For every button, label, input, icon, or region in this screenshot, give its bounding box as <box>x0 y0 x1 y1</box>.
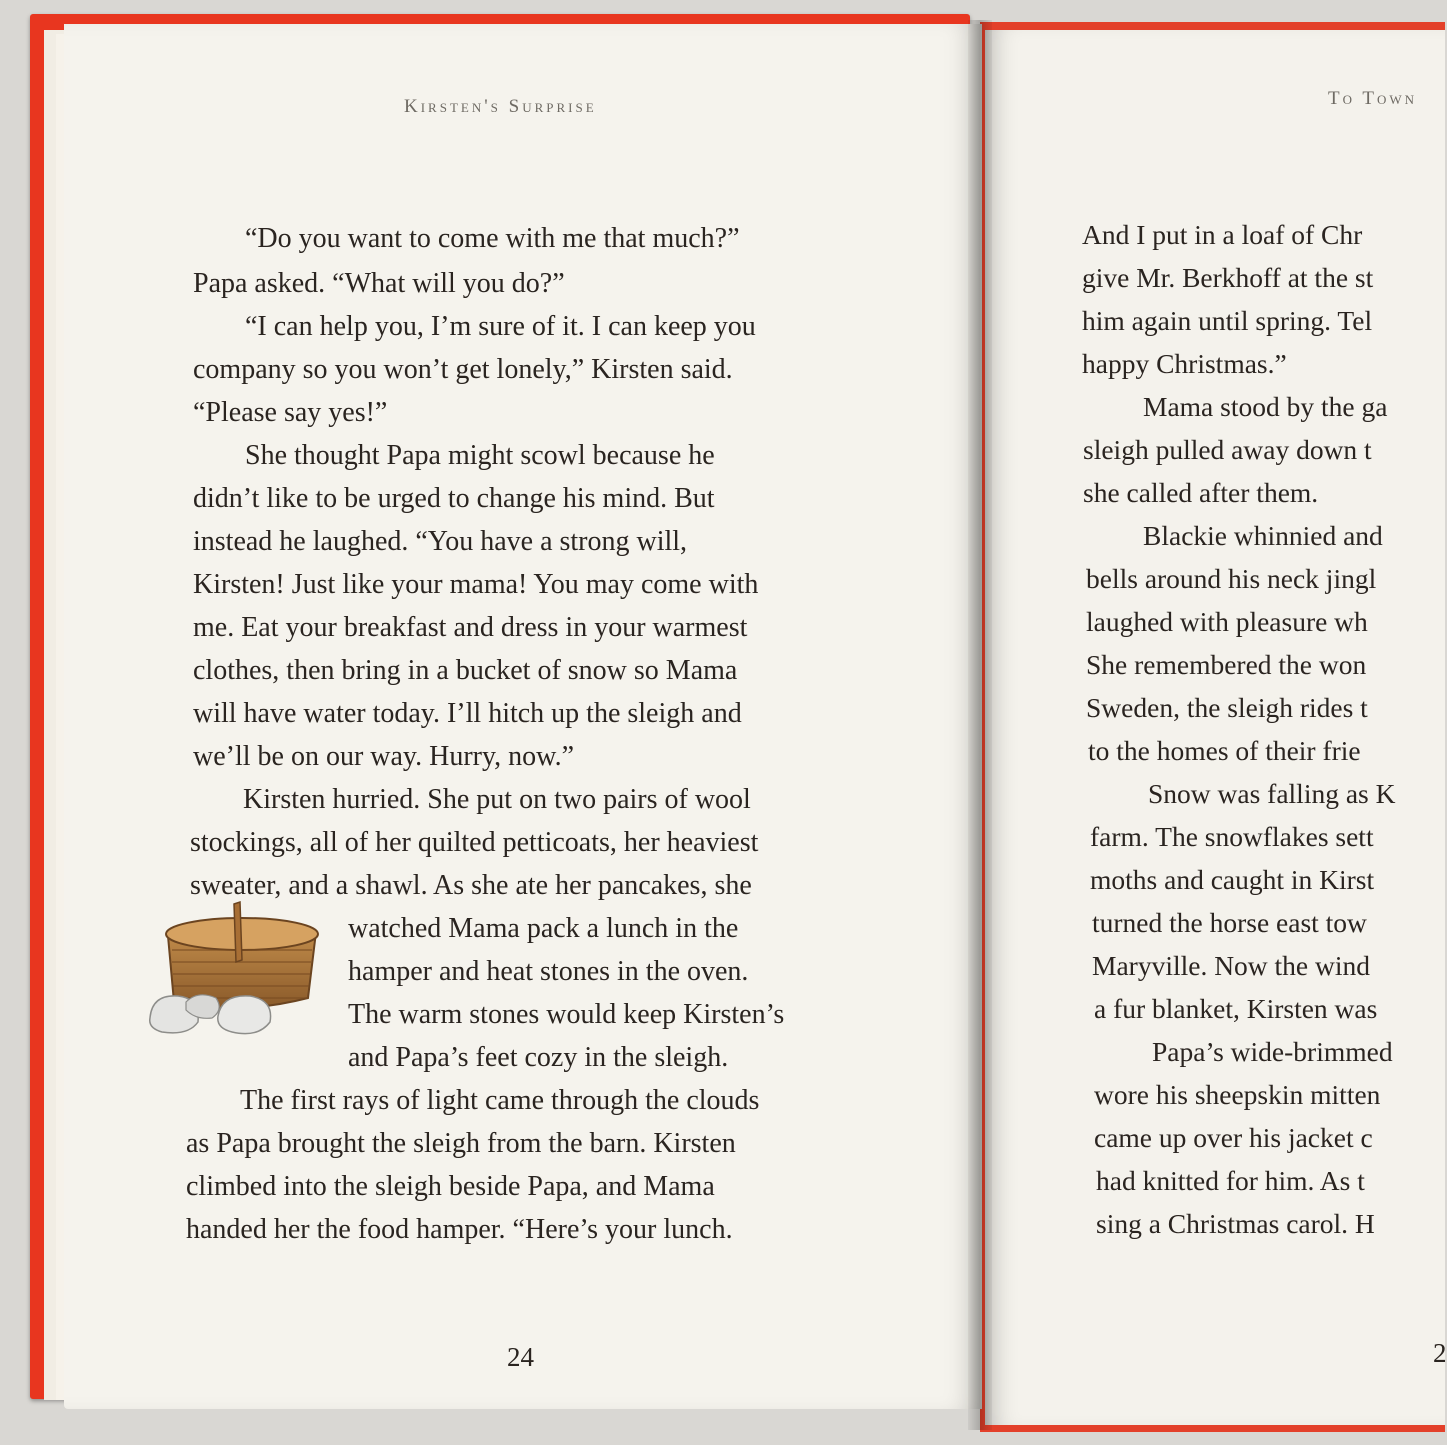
right-text-line: wore his sheepskin mitten <box>1094 1079 1381 1110</box>
right-text-line: She remembered the won <box>1086 649 1367 680</box>
left-text-line: “Please say yes!” <box>193 397 388 428</box>
left-text-line: company so you won’t get lonely,” Kirsten said. <box>193 354 733 385</box>
left-text-line: “Do you want to come with me that much?” <box>245 223 740 254</box>
right-text-line: to the homes of their frie <box>1088 735 1361 766</box>
page-number-left: 24 <box>507 1342 534 1372</box>
left-text-line: handed her the food hamper. “Here’s your lunch. <box>186 1214 733 1245</box>
left-text-line: will have water today. I’ll hitch up the sleigh and <box>193 698 742 729</box>
left-text-line: and Papa’s feet cozy in the sleigh. <box>348 1042 729 1073</box>
left-text-line: Kirsten! Just like your mama! You may come with <box>193 569 759 600</box>
right-text-line: came up over his jacket c <box>1094 1122 1373 1153</box>
left-text-line: didn’t like to be urged to change his mind. But <box>193 483 715 514</box>
left-text-line: “I can help you, I’m sure of it. I can keep you <box>245 311 756 342</box>
book-gutter <box>968 20 992 1430</box>
right-text-line: a fur blanket, Kirsten was <box>1094 993 1378 1024</box>
right-text-line: him again until spring. Tel <box>1082 305 1373 336</box>
right-text-line: sing a Christmas carol. H <box>1096 1208 1375 1239</box>
right-text-line: had knitted for him. As t <box>1096 1165 1365 1196</box>
left-text-line: climbed into the sleigh beside Papa, and Mama <box>186 1171 715 1202</box>
left-text-line: The warm stones would keep Kirsten’s <box>348 999 785 1030</box>
right-text-line: Blackie whinnied and <box>1143 520 1383 551</box>
right-text-line: give Mr. Berkhoff at the st <box>1082 262 1374 293</box>
left-text-line: sweater, and a shawl. As she ate her pancakes, she <box>190 870 752 901</box>
basket-with-stones-icon <box>138 898 336 1044</box>
right-text-line: Mama stood by the ga <box>1143 391 1388 422</box>
right-text-line: sleigh pulled away down t <box>1083 434 1372 465</box>
left-text-line: hamper and heat stones in the oven. <box>348 956 749 987</box>
right-text-line: laughed with pleasure wh <box>1086 606 1368 637</box>
left-text-line: instead he laughed. “You have a strong will, <box>193 526 688 557</box>
right-text-line: happy Christmas.” <box>1082 348 1287 379</box>
right-text-line: Papa’s wide-brimmed <box>1152 1036 1393 1067</box>
left-text-line: Kirsten hurried. She put on two pairs of wool <box>243 784 751 815</box>
right-text-line: Snow was falling as K <box>1148 778 1396 809</box>
left-page <box>64 24 982 1409</box>
right-text-line: And I put in a loaf of Chr <box>1082 219 1363 250</box>
right-text-line: bells around his neck jingl <box>1086 563 1377 594</box>
left-text-line: me. Eat your breakfast and dress in your warmest <box>193 612 748 643</box>
right-text-line: turned the horse east tow <box>1092 907 1367 938</box>
left-text-line: clothes, then bring in a bucket of snow so Mama <box>193 655 738 686</box>
left-text-line: The first rays of light came through the clouds <box>240 1085 760 1116</box>
right-text-line: she called after them. <box>1083 477 1319 508</box>
left-text-line: She thought Papa might scowl because he <box>245 440 715 471</box>
running-head-left: Kirsten's Surprise <box>404 96 597 117</box>
left-text-line: stockings, all of her quilted petticoats, her heaviest <box>190 827 759 858</box>
left-text-line: watched Mama pack a lunch in the <box>348 913 739 944</box>
right-text-line: Sweden, the sleigh rides t <box>1086 692 1368 723</box>
right-text-line: farm. The snowflakes sett <box>1090 821 1374 852</box>
left-text-line: Papa asked. “What will you do?” <box>193 268 565 299</box>
running-head-right: To Town <box>1328 88 1418 109</box>
page-number-right: 2 <box>1433 1338 1447 1368</box>
right-text-line: Maryville. Now the wind <box>1092 950 1371 981</box>
left-text-line: we’ll be on our way. Hurry, now.” <box>193 741 574 772</box>
right-text-line: moths and caught in Kirst <box>1090 864 1375 895</box>
left-text-line: as Papa brought the sleigh from the barn. Kirsten <box>186 1128 736 1159</box>
right-page <box>985 30 1445 1425</box>
